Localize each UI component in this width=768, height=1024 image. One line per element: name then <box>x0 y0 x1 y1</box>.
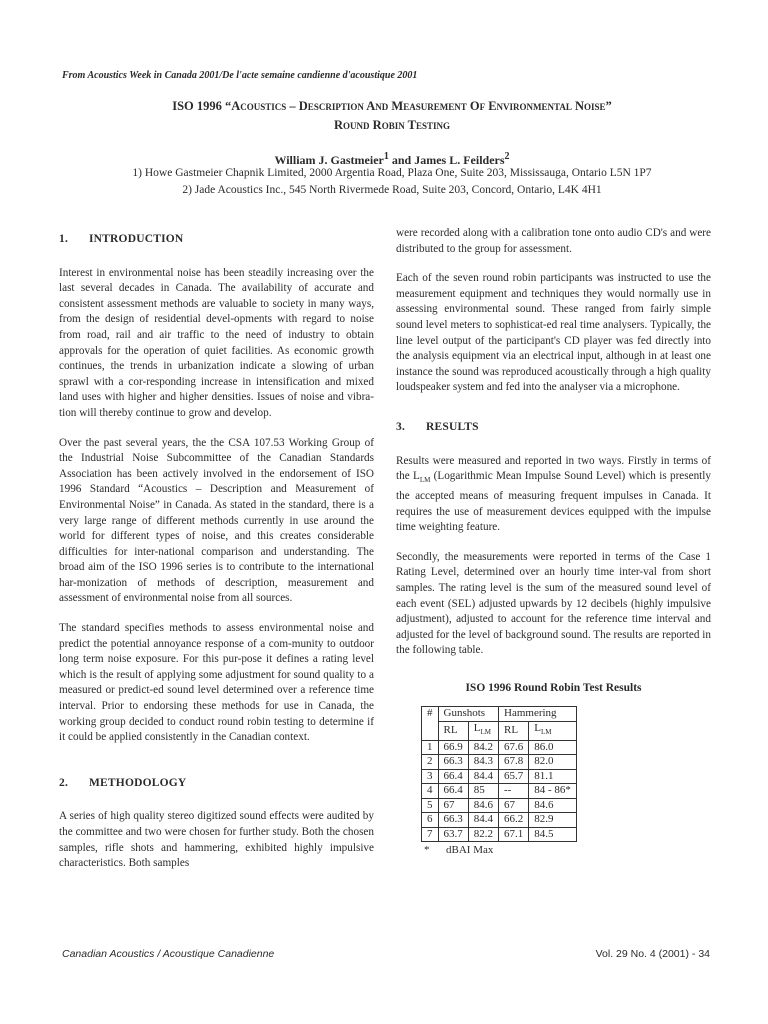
table-cell-g-rl: 66.4 <box>438 784 468 799</box>
section-heading-introduction: 1. INTRODUCTION <box>59 233 184 245</box>
table-cell-h-l: 82.0 <box>529 755 577 770</box>
table-cell-g-l: 85 <box>468 784 498 799</box>
paragraph: Secondly, the measurements were reported in terms of the Case 1 Rating Level, determined over an hourly time inter-val from short samples. The rating level is the sum of the measured sound level of each event (SEL) adjusted upwards by 12 decibels (highly impulsive adjustment), adjusted to account for the reference time interval and adjusted for the level of background sound. The results are reported in the following table. <box>396 550 711 657</box>
table-cell-g-l: 84.4 <box>468 813 498 828</box>
table-cell-h-rl: 67 <box>499 798 529 813</box>
table-cell-n: 1 <box>422 740 439 755</box>
table-cell-h-l: 82.9 <box>529 813 577 828</box>
paragraph: The standard specifies methods to assess environmental noise and predict the potential annoyance response of a com-munity to outdoor long term noise exposure. For this pur-pose it defines a rating level which is the result of applying some adjustment for sound quality to a measured or predict-ed sound level determined over a reference time interval. Prior to endorsing these methods for use in Canada, the working group decided to conduct round robin testing to determine if it could be applied consistently in the Canadian context. <box>59 622 374 744</box>
section-heading-methodology: 2. METHODOLOGY <box>59 776 187 789</box>
table-cell-g-rl: 67 <box>438 798 468 813</box>
table-row <box>422 740 577 755</box>
footer-page-info: Vol. 29 No. 4 (2001) - 34 <box>595 948 710 960</box>
paragraph: Results were measured and reported in two ways. Firstly in terms of the $L_{LM}$ (Logarithmic Mean Impulse Sound Level) which is presently the accepted means of measuring frequent impulses in Canada. It requires the use of measurement devices equipped with the impulse time weighting feature. <box>396 454 711 534</box>
table-row <box>422 784 577 799</box>
table-cell-g-rl: 66.3 <box>438 813 468 828</box>
col-header-number: # <box>422 707 439 740</box>
authors <box>62 151 722 168</box>
table-footnote: * dBAI Max <box>424 844 494 857</box>
affiliation-1: 1) Howe Gastmeier Chapnik Limited, 2000 Argentia Road, Plaza One, Suite 203, Mississauga, Ontario L5N 1P7 <box>132 167 652 179</box>
table-cell-h-rl: 66.2 <box>499 813 529 828</box>
table-cell-h-rl: -- <box>499 784 529 799</box>
paragraph: Over the past several years, the the CSA 107.53 Working Group of the Industrial Noise Subcommittee of the Canadian Standards Association has been actively involved in the endorsement of ISO 1996 Standard “Acoustics – Description and Measurement of Environmental Noise” in Canada. As stated in the standard, there is a very large range of different methods currently in use around the world for different types of noise, and this creates considerable difficulties for inter-national comparison and understanding. The broad aim of the ISO 1996 series is to contribute to the international har-monization of methods of description, measurement and assessment of environmental noise from all sources. <box>59 436 374 605</box>
col-group-hammering: Hammering <box>499 707 577 722</box>
table-cell-g-rl: 66.4 <box>438 769 468 784</box>
table-row <box>422 755 577 770</box>
table-cell-g-l: 84.2 <box>468 740 498 755</box>
table-cell-n: 5 <box>422 798 439 813</box>
table-row <box>422 798 577 813</box>
table-row <box>422 827 577 842</box>
table-cell-g-l: 84.6 <box>468 798 498 813</box>
table-cell-n: 3 <box>422 769 439 784</box>
table-cell-h-l: 84.5 <box>529 827 577 842</box>
col-header-llm: $L_{LM}$ <box>468 721 498 740</box>
right-column <box>396 226 711 859</box>
table-cell-h-rl: 67.1 <box>499 827 529 842</box>
table-cell-h-rl: 67.8 <box>499 755 529 770</box>
affiliation-2: 2) Jade Acoustics Inc., 545 North Rivermede Road, Suite 203, Concord, Ontario, L4K 4H1 <box>182 184 602 196</box>
paragraph: were recorded along with a calibration tone onto audio CD's and were distributed to the group for assessment. <box>396 227 711 255</box>
section-heading-results: 3. RESULTS <box>396 420 479 433</box>
paragraph: Each of the seven round robin participants was instructed to use the measurement equipment and techniques they would normally use in assessing environmental sound. These ranged from fairly simple sound level meters to sophisticat-ed real time analysers. Typically, the line level output of the participant's CD player was fed directly into the analysis equipment via an electrical input, although in at least one instance the sound was reproduced acoustically through a high quality loudspeaker system and fed into the analyser via a microphone. <box>396 272 711 394</box>
table-cell-n: 6 <box>422 813 439 828</box>
table-title: ISO 1996 Round Robin Test Results <box>465 681 642 694</box>
table-cell-g-rl: 66.3 <box>438 755 468 770</box>
author-1-sup: 1 <box>383 151 389 162</box>
paragraph: A series of high quality stereo digitized sound effects were audited by the committee and two were chosen for further study. Both the chosen samples, rifle shots and hammering, exhibited highly impulsive characteristics. Both samples <box>59 810 374 870</box>
col-header-rl: RL <box>499 721 529 740</box>
table-cell-h-l: 81.1 <box>529 769 577 784</box>
col-header-llm: $L_{LM}$ <box>529 721 577 740</box>
title-line-1: ISO 1996 “Acoustics – Description And Measurement Of Environmental Noise” <box>172 99 612 113</box>
table-row <box>422 813 577 828</box>
author-1: William J. Gastmeier <box>274 153 384 167</box>
table-cell-g-l: 82.2 <box>468 827 498 842</box>
table-header-row <box>422 707 577 722</box>
table-cell-n: 2 <box>422 755 439 770</box>
table-cell-g-l: 84.4 <box>468 769 498 784</box>
left-column <box>59 226 374 886</box>
footer-journal: Canadian Acoustics / Acoustique Canadienne <box>62 948 275 960</box>
table-cell-g-rl: 63.7 <box>438 827 468 842</box>
table-cell-h-l: 84 - 86* <box>529 784 577 799</box>
table-cell-n: 7 <box>422 827 439 842</box>
table-cell-h-rl: 67.6 <box>499 740 529 755</box>
running-header: From Acoustics Week in Canada 2001/De l'acte semaine candienne d'acoustique 2001 <box>62 70 418 81</box>
table-row <box>422 769 577 784</box>
table-cell-n: 4 <box>422 784 439 799</box>
table-cell-h-l: 86.0 <box>529 740 577 755</box>
author-2: and James L. Feilders <box>388 153 505 167</box>
paragraph: Interest in environmental noise has been steadily increasing over the last several decades in Canada. The availability of accurate and consistent assessment methods are valuable to society in many ways, from the design of residential devel-opments with regard to noise from road, rail and air traffic to the need of industry to obtain approvals for the operation of quiet facilities. As economic growth continues, the trends in urbanization indicate a slowing of urban sprawl with a cor-responding increase in intensification and mixed land uses with higher and higher densities. Issues of noise and vibra-tion will thereby continue to grow and develop. <box>59 266 374 419</box>
table-cell-h-l: 84.6 <box>529 798 577 813</box>
title-line-2: Round Robin Testing <box>334 118 450 132</box>
table-cell-g-rl: 66.9 <box>438 740 468 755</box>
table-cell-h-rl: 65.7 <box>499 769 529 784</box>
col-header-rl: RL <box>438 721 468 740</box>
col-group-gunshots: Gunshots <box>438 707 499 722</box>
results-table <box>421 706 577 842</box>
author-2-sup: 2 <box>504 151 510 162</box>
table-cell-g-l: 84.3 <box>468 755 498 770</box>
table-subheader-row <box>422 721 577 740</box>
paper-title <box>62 97 722 135</box>
